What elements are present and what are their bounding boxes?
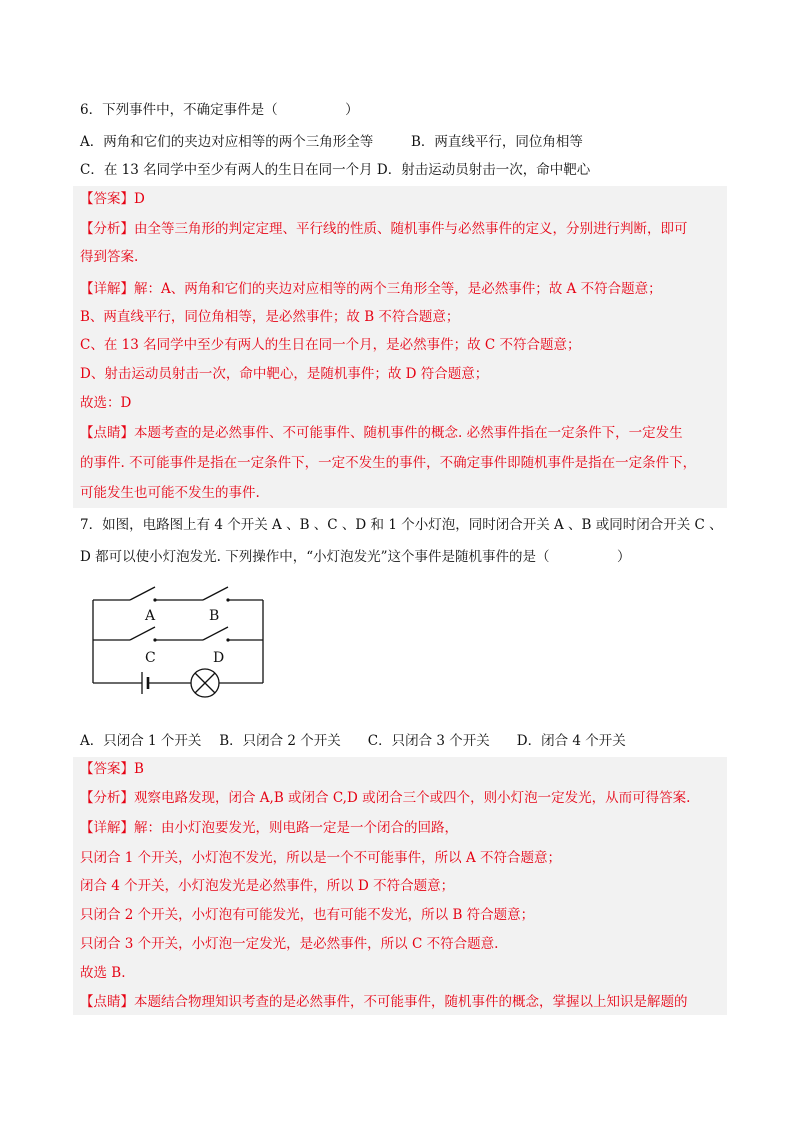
q6-option-a: A．两角和它们的夹边对应相等的两个三角形全等 xyxy=(80,134,374,150)
switch-a-dot xyxy=(153,598,156,601)
q7-options: A．只闭合 1 个开关 B．只闭合 2 个开关 C．只闭合 3 个开关 D．闭合 4 个开关 xyxy=(80,733,626,749)
q7-choose: 故选 B. xyxy=(80,965,126,981)
q6-analysis-line1: 【分析】由全等三角形的判定定理、平行线的性质、随机事件与必然事件的定义，分别进行判断，即可 xyxy=(80,221,688,237)
q6-detail-line1: 【详解】解：A、两角和它们的夹边对应相等的两个三角形全等，是必然事件；故 A 不符合题意； xyxy=(80,281,662,297)
q7-detail-line5: 只闭合 3 个开关，小灯泡一定发光，是必然事件，所以 C 不符合题意. xyxy=(80,936,499,952)
switch-a-label: A xyxy=(145,608,156,624)
q7-analysis: 【分析】观察电路发现，闭合 A,B 或闭合 C,D 或闭合三个或四个，则小灯泡一定发光，从而可得答案. xyxy=(80,790,691,806)
switch-c-label: C xyxy=(145,650,156,666)
q7-answer: 【答案】B xyxy=(80,761,144,777)
switch-c-blade xyxy=(130,627,155,640)
switch-b-blade xyxy=(203,587,228,600)
q6-comment-line1: 【点睛】本题考查的是必然事件、不可能事件、随机事件的概念. 必然事件指在一定条件下，一定发生 xyxy=(80,425,683,441)
switch-d-blade xyxy=(203,627,228,640)
q6-stem: 6．下列事件中，不确定事件是（ ） xyxy=(80,102,359,118)
q6-option-cd: C．在 13 名同学中至少有两人的生日在同一个月 D．射击运动员射击一次，命中靶心 xyxy=(80,162,591,178)
q6-detail-line3: C、在 13 名同学中至少有两人的生日在同一个月，是必然事件；故 C 不符合题意； xyxy=(80,337,581,353)
q6-comment-line3: 可能发生也可能不发生的事件. xyxy=(80,485,260,501)
q7-detail-line4: 只闭合 2 个开关，小灯泡有可能发光，也有可能不发光，所以 B 符合题意； xyxy=(80,907,535,923)
q6-comment-line2: 的事件. 不可能事件是指在一定条件下，一定不发生的事件，不确定事件即随机事件是指在一定条件下， xyxy=(80,455,697,471)
q6-detail-line4: D、射击运动员射击一次，命中靶心，是随机事件；故 D 符合题意； xyxy=(80,366,489,382)
circuit-diagram xyxy=(85,582,285,702)
switch-b-label: B xyxy=(209,608,220,624)
switch-d-dot xyxy=(226,638,229,641)
q6-choose: 故选：D xyxy=(80,395,132,411)
switch-a-blade xyxy=(130,587,155,600)
switch-b-dot xyxy=(226,598,229,601)
q6-analysis-line2: 得到答案. xyxy=(80,249,139,265)
q7-detail-line1: 【详解】解：由小灯泡要发光，则电路一定是一个闭合的回路， xyxy=(80,820,458,836)
switch-c-dot xyxy=(153,638,156,641)
q6-answer: 【答案】D xyxy=(80,191,145,207)
q6-detail-line2: B、两直线平行，同位角相等，是必然事件；故 B 不符合题意； xyxy=(80,309,460,325)
q6-option-b: B．两直线平行，同位角相等 xyxy=(411,134,583,150)
q7-stem-line1: 7．如图，电路图上有 4 个开关 A 、B 、C 、D 和 1 个小灯泡，同时闭合开关 A 、B 或同时闭合开关 C 、 xyxy=(80,517,723,533)
q7-detail-line2: 只闭合 1 个开关，小灯泡不发光，所以是一个不可能事件，所以 A 不符合题意； xyxy=(80,850,562,866)
q7-stem-line2: D 都可以使小灯泡发光. 下列操作中，“小灯泡发光”这个事件是随机事件的是（ ） xyxy=(80,549,631,565)
q7-comment-line1: 【点睛】本题结合物理知识考查的是必然事件，不可能事件，随机事件的概念，掌握以上知识是解题的 xyxy=(80,994,688,1010)
q7-detail-line3: 闭合 4 个开关，小灯泡发光是必然事件，所以 D 不符合题意； xyxy=(80,878,455,894)
switch-d-label: D xyxy=(213,650,225,666)
